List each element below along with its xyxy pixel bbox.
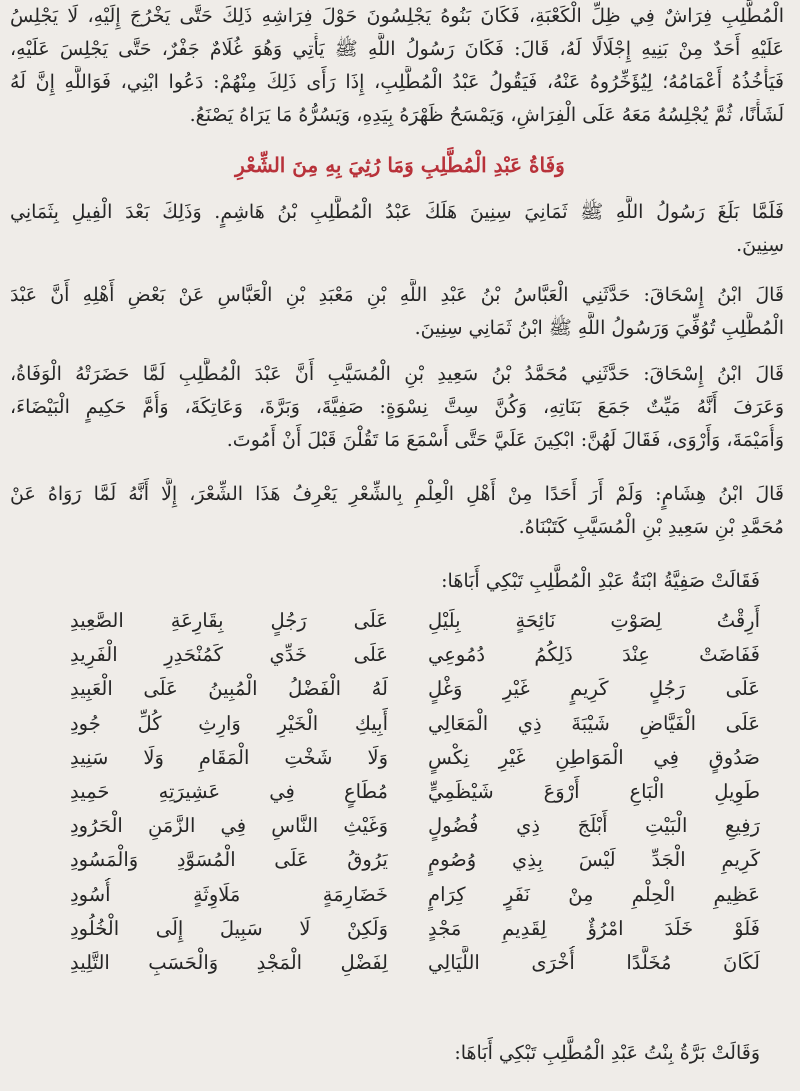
verse-second-hemistich: وَلَكِنْ لَا سَبِيلَ إِلَى الْخُلُودِ: [70, 916, 388, 940]
text-line: الْمُطَّلِبِ فِرَاشٌ فِي ظِلِّ الْكَعْبَةِ، فَكَانَ بَنُوهُ يَجْلِسُونَ حَوْلَ فِرَاشِهِ ذَلِكَ حَتَّى يَخْرُجَ إِلَيْهِ، لَا يَجْلِسُ: [10, 5, 784, 27]
verse-second-hemistich: خَضَارِمَةٍ مَلَاوِثَةٍ أُسُودِ: [70, 882, 388, 906]
top-paragraph: [10, 0, 784, 132]
text-line: عَلَيْهِ أَحَدٌ مِنْ بَنِيهِ إِجْلَالًا لَهُ، قَالَ: فَكَانَ رَسُولُ اللَّهِ ﷺ يَأْتِي وَهُوَ غُلَامٌ جَفْرٌ، حَتَّى يَجْلِسَ عَلَيْهِ،: [10, 38, 784, 60]
verse-first-hemistich: عَلَى الْفَيَّاضِ شَيْبَةَ ذِي الْمَعَالِي: [428, 711, 760, 735]
verse-first-hemistich: أَرِقْتُ لِصَوْتِ نَائِحَةٍ بِلَيْلِ: [428, 609, 760, 632]
verse-first-hemistich: صَدُوقٍ فِي الْمَوَاطِنِ غَيْرِ نِكْسٍ: [428, 745, 760, 769]
verse-second-hemistich: لَهُ الْفَضْلُ الْمُبِينُ عَلَى الْعَبِيدِ: [70, 677, 388, 701]
verse-intro: فَقَالَتْ صَفِيَّةُ ابْنَةُ عَبْدِ الْمُطَّلِبِ تَبْكِي أَبَاهَا:: [441, 570, 760, 592]
text-line: قَالَ ابْنُ إِسْحَاقَ: حَدَّثَنِي مُحَمَّدُ بْنُ سَعِيدِ بْنِ الْمُسَيَّبِ أَنَّ عَبْدَ الْمُطَّلِبِ لَمَّا حَضَرَتْهُ الْوَفَاةُ،: [10, 363, 784, 385]
text-line: وَأُمَيْمَةَ، وَأَرْوَى، فَقَالَ لَهُنَّ: ابْكِينَ عَلَيَّ حَتَّى أَسْمَعَ مَا تَقُلْنَ قَبْلَ أَنْ أَمُوتَ.: [226, 429, 784, 451]
paragraph-ibn-ishaq-1: [10, 279, 784, 345]
text-line: قَالَ ابْنُ إِسْحَاقَ: حَدَّثَنِي الْعَبَّاسُ بْنُ عَبْدِ اللَّهِ بْنِ مَعْبَدِ بْنِ الْعَبَّاسِ عَنْ بَعْضِ أَهْلِهِ أَنَّ عَبْدَ: [10, 284, 784, 306]
verse-second-hemistich: أَبِيكِ الْخَيْرِ وَارِثِ كُلِّ جُودِ: [70, 711, 388, 735]
verse-first-hemistich: عَلَى رَجُلٍ كَرِيمٍ غَيْرِ وَغْلٍ: [428, 677, 760, 701]
verse-column-second-hemistichs: [70, 604, 388, 980]
section-heading: وَفَاةُ عَبْدِ الْمُطَّلِبِ وَمَا رُثِيَ بِهِ مِنَ الشِّعْرِ: [235, 153, 565, 177]
verse-first-hemistich: رَفِيعِ الْبَيْتِ أَبْلَجَ ذِي فُضُولٍ: [428, 814, 760, 838]
text-line: قَالَ ابْنُ هِشَامٍ: وَلَمْ أَرَ أَحَدًا مِنْ أَهْلِ الْعِلْمِ بِالشِّعْرِ يَعْرِفُ هَذَا الشِّعْرَ، إِلَّا أَنَّهُ لَمَّا رَوَاهُ عَنْ: [10, 483, 784, 505]
verse-second-hemistich: لِفَضْلِ الْمَجْدِ وَالْحَسَبِ التَّلِيدِ: [70, 950, 388, 974]
verse-first-hemistich: فَلَوْ خَلَدَ امْرُؤٌ لِقَدِيمِ مَجْدٍ: [428, 916, 760, 940]
verse-second-hemistich: عَلَى خَدِّي كَمُنْحَدِرِ الْفَرِيدِ: [70, 643, 388, 667]
text-line: لَشَأْنًا، ثُمَّ يُجْلِسُهُ مَعَهُ عَلَى الْفِرَاشِ، وَيَمْسَحُ ظَهْرَهُ بِيَدِهِ، وَيَسُرُّهُ مَا يَرَاهُ يَصْنَعُ.: [189, 104, 784, 126]
paragraph-ibn-hisham: [10, 478, 784, 544]
verse-column-first-hemistichs: [428, 604, 760, 980]
text-line: الْمُطَّلِبِ تُوُفِّيَ وَرَسُولُ اللَّهِ ﷺ ابْنُ ثَمَانِي سِنِينَ.: [414, 317, 784, 339]
paragraph-ibn-ishaq-2: [10, 358, 784, 457]
verse-first-hemistich: عَظِيمِ الْحِلْمِ مِنْ نَفَرٍ كِرَامٍ: [428, 882, 760, 906]
verse-second-hemistich: يَرُوقُ عَلَى الْمُسَوَّدِ وَالْمَسُودِ: [70, 848, 388, 872]
closing-line: وَقَالَتْ بَرَّةُ بِنْتُ عَبْدِ الْمُطَّلِبِ تَبْكِي أَبَاهَا:: [454, 1042, 760, 1064]
verse-first-hemistich: لَكَانَ مُخَلَّدًا أُخْرَى اللَّيَالِي: [428, 950, 760, 974]
paragraph-death: [10, 196, 784, 262]
text-line: مُحَمَّدِ بْنِ سَعِيدِ بْنِ الْمُسَيَّبِ كَتَبْنَاهُ.: [518, 516, 784, 538]
text-line: فَلَمَّا بَلَغَ رَسُولُ اللَّهِ ﷺ ثَمَانِيَ سِنِينَ هَلَكَ عَبْدُ الْمُطَّلِبِ بْنُ هَاشِمٍ. وَذَلِكَ بَعْدَ الْفِيلِ بِثَمَانِي: [10, 201, 784, 223]
text-line: وَعَرَفَ أَنَّهُ مَيِّتٌ جَمَعَ بَنَاتِهِ، وَكُنَّ سِتَّ نِسْوَةٍ: صَفِيَّةَ، وَبَرَّةَ، وَعَاتِكَةَ، وَأُمَّ حَكِيمٍ الْبَيْضَاءَ،: [10, 396, 784, 418]
verse-first-hemistich: طَوِيلِ الْبَاعِ أَرْوَعَ شَيْظَمِيٍّ: [428, 779, 760, 803]
verse-first-hemistich: فَفَاضَتْ عِنْدَ ذَلِكُمُ دُمُوعِي: [428, 643, 760, 667]
text-line: سِنِينَ.: [736, 234, 784, 256]
verse-first-hemistich: كَرِيمِ الْجَدِّ لَيْسَ بِذِي وُصُومٍ: [428, 848, 760, 872]
text-line: فَيَأْخُذُهُ أَعْمَامُهُ؛ لِيُؤَخِّرُوهُ عَنْهُ، فَيَقُولُ عَبْدُ الْمُطَّلِبِ، إِذَا رَأَى ذَلِكَ مِنْهُمْ: دَعُوا ابْنِي، فَوَاللَّهِ إِنَّ لَهُ: [10, 71, 784, 93]
verse-second-hemistich: وَغَيْثِ النَّاسِ فِي الزَّمَنِ الْحَرُودِ: [70, 814, 388, 838]
verse-second-hemistich: وَلَا شَخْتِ الْمَقَامِ وَلَا سَنِيدِ: [70, 745, 388, 769]
verse-second-hemistich: مُطَاعٍ فِي عَشِيرَتِهِ حَمِيدِ: [70, 779, 388, 803]
verse-second-hemistich: عَلَى رَجُلٍ بِقَارِعَةِ الصَّعِيدِ: [70, 609, 388, 632]
